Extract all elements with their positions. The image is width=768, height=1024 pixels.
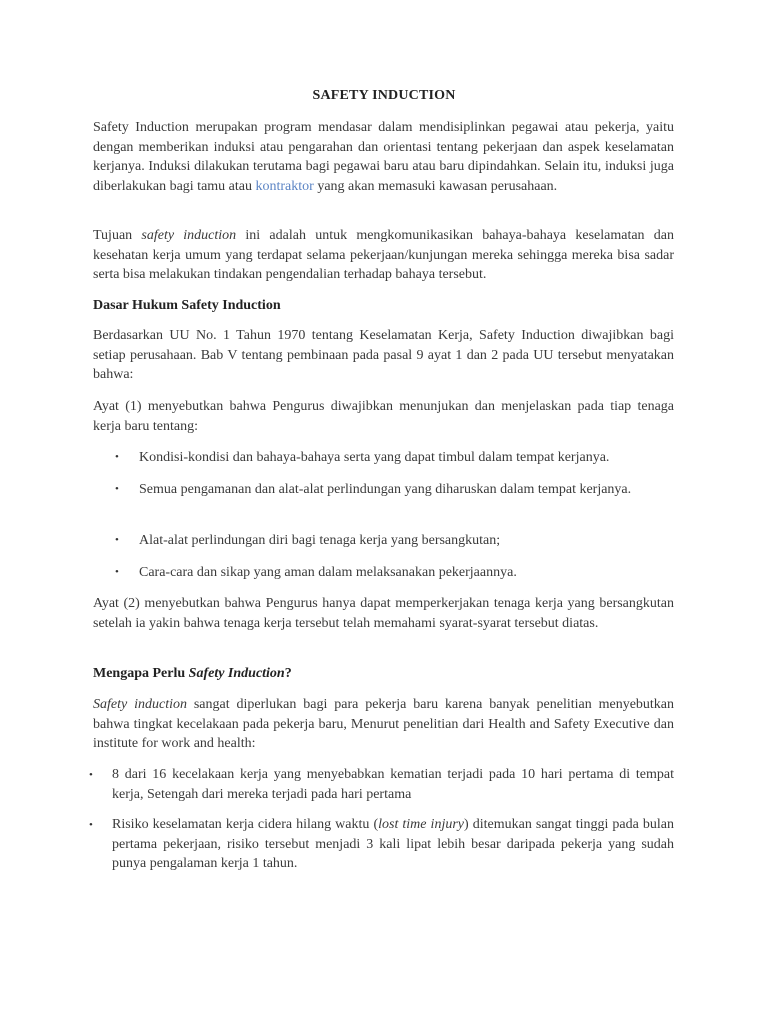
list-item-text: Risiko keselamatan kerja cidera hilang waktu ( bbox=[112, 817, 379, 832]
why-text: sangat diperlukan bagi para pekerja baru karena banyak penelitian menyebutkan bahwa tingkat kecelakaan pada pekerja baru, Menurut penelitian dari Health and Safety Executive dan institute for work and health: bbox=[93, 697, 675, 752]
kontraktor-link[interactable]: kontraktor bbox=[255, 178, 314, 194]
heading-prefix: Mengapa Perlu bbox=[93, 666, 186, 681]
list-bullet: • bbox=[89, 769, 93, 781]
why-paragraph bbox=[93, 695, 674, 754]
list-bullet: • bbox=[115, 534, 119, 546]
intro-text: Safety Induction merupakan program mendasar dalam mendisiplinkan pegawai atau pekerja, yaitu dengan memberikan induksi atau pengarahan dan orientasi tentang pekerjaan dan aspek keselamatan kerjanya. Induksi dilakukan terutama bagi pegawai baru atau baru dipindahkan. Selain itu, induksi juga diberlakukan bagi tamu atau bbox=[93, 120, 674, 194]
list-bullet: • bbox=[115, 451, 119, 463]
list-item-italic-term: lost time injury bbox=[378, 817, 465, 832]
heading-italic-term: Safety Induction bbox=[188, 666, 285, 681]
list-bullet: • bbox=[115, 566, 119, 578]
list-item: Kondisi-kondisi dan bahaya-bahaya serta yang dapat timbul dalam tempat kerjanya. bbox=[139, 450, 610, 465]
section-heading-why bbox=[93, 664, 674, 684]
legal-basis-paragraph: Berdasarkan UU No. 1 Tahun 1970 tentang Keselamatan Kerja, Safety Induction diwajibkan bagi setiap perusahaan. Bab V tentang pembinaan pada pasal 9 ayat 1 dan 2 pada UU tersebut menyatakan bahwa: bbox=[93, 328, 674, 383]
purpose-text: ini adalah untuk mengkomunikasikan bahaya-bahaya keselamatan dan kesehatan kerja umum yang terdapat selama pekerjaan/kunjungan mereka sehingga mereka bisa sadar serta bisa melakukan tindakan pengendalian terhadap bahaya tersebut. bbox=[93, 228, 675, 283]
heading-suffix: ? bbox=[284, 666, 292, 681]
list-item: Alat-alat perlindungan diri bagi tenaga kerja yang bersangkutan; bbox=[139, 533, 501, 548]
list-item: Semua pengamanan dan alat-alat perlindungan yang diharuskan dalam tempat kerjanya. bbox=[139, 482, 632, 497]
article-2-paragraph: Ayat (2) menyebutkan bahwa Pengurus hanya dapat memperkerjakan tenaga kerja yang bersangkutan setelah ia yakin bahwa tenaga kerja tersebut telah memahami syarat-syarat tersebut diatas. bbox=[93, 596, 674, 631]
list-item-text-end: ) ditemukan sangat tinggi pada bulan pertama pekerjaan, risiko tersebut menjadi 3 kali lipat lebih besar daripada pekerja yang sudah punya pengalaman kerja 1 tahun. bbox=[112, 817, 675, 872]
document-title: SAFETY INDUCTION bbox=[312, 88, 456, 103]
purpose-paragraph bbox=[93, 226, 674, 285]
list-item: 8 dari 16 kecelakaan kerja yang menyebabkan kematian terjadi pada 10 hari pertama di tempat kerja, Setengah dari mereka terjadi pada hari pertama bbox=[112, 767, 674, 802]
list-bullet: • bbox=[115, 483, 119, 495]
why-italic-term: Safety induction bbox=[93, 697, 187, 712]
section-heading-legal-basis: Dasar Hukum Safety Induction bbox=[93, 298, 281, 313]
purpose-italic-term: safety induction bbox=[141, 228, 237, 243]
purpose-prefix: Tujuan bbox=[93, 228, 133, 243]
intro-text-end: yang akan memasuki kawasan perusahaan. bbox=[317, 178, 558, 194]
intro-paragraph bbox=[93, 118, 674, 196]
article-1-paragraph: Ayat (1) menyebutkan bahwa Pengurus diwajibkan menunjukan dan menjelaskan pada tiap tenaga kerja baru tentang: bbox=[93, 399, 674, 434]
list-bullet: • bbox=[89, 819, 93, 831]
list-item: Cara-cara dan sikap yang aman dalam melaksanakan pekerjaannya. bbox=[139, 565, 517, 580]
list-item bbox=[112, 815, 674, 874]
